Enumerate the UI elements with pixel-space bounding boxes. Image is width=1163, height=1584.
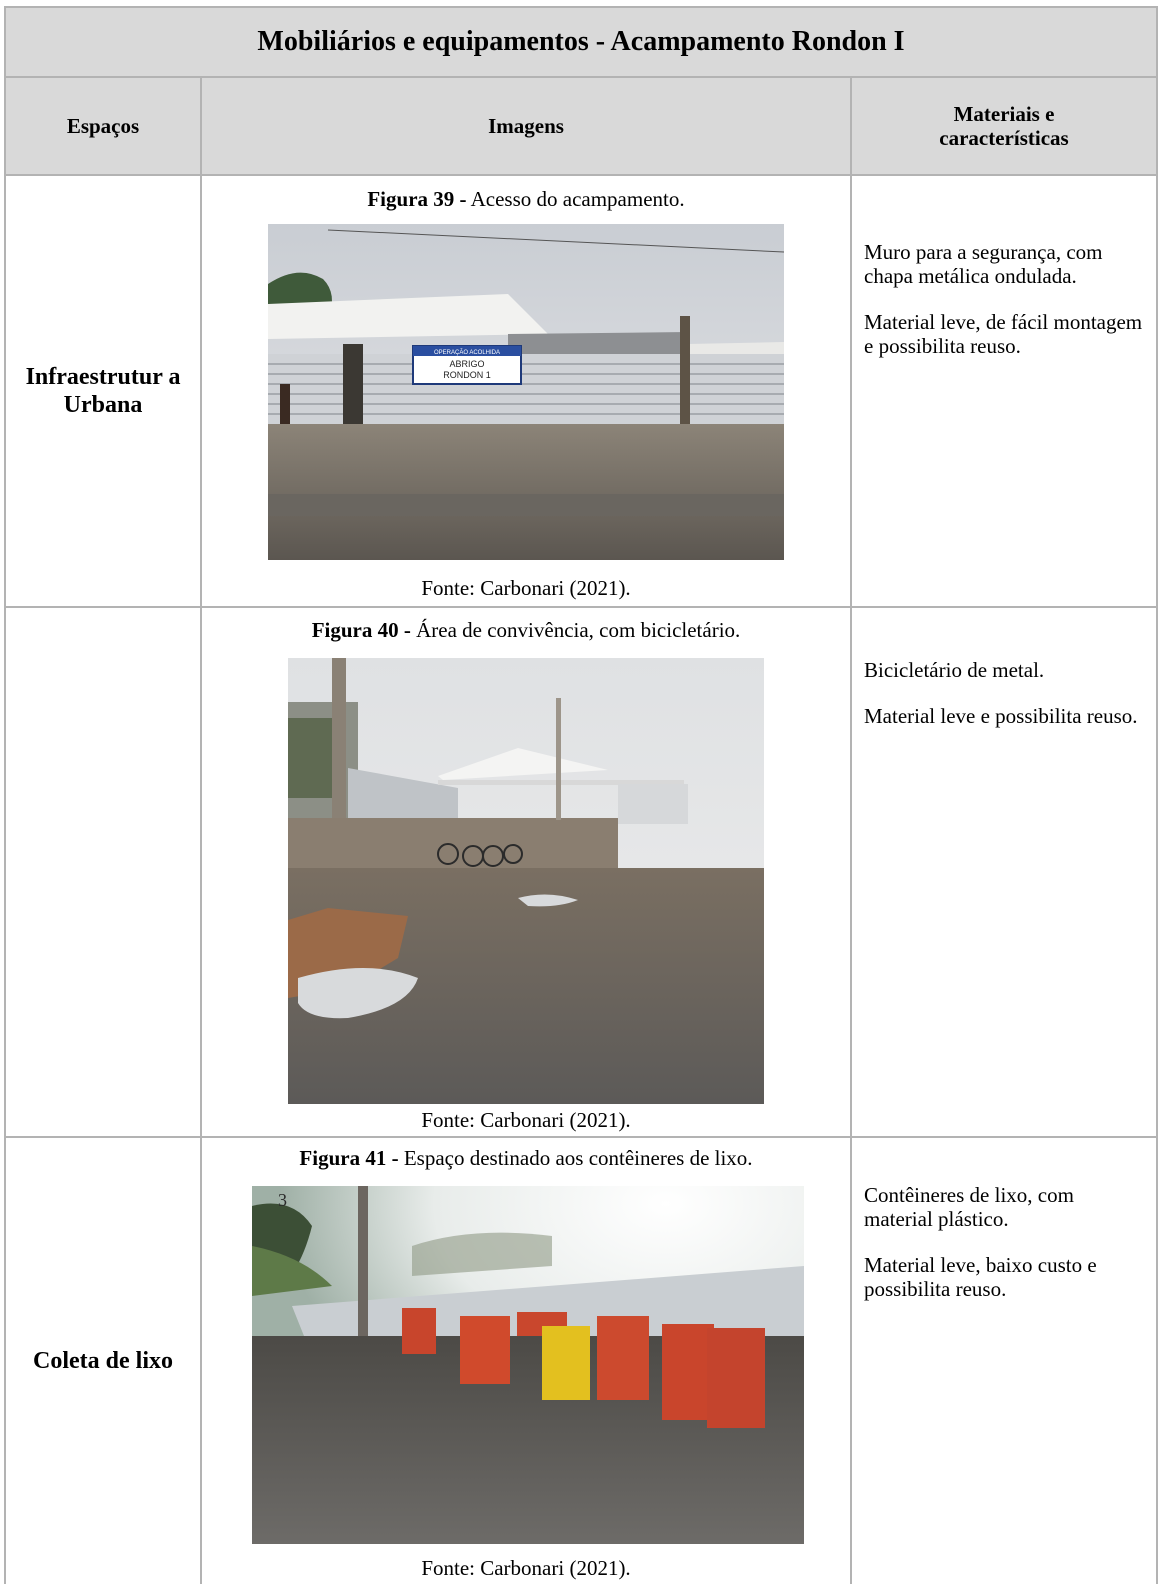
header-images: Imagens — [202, 78, 850, 174]
materials-text: Contêineres de lixo, com material plástico. — [864, 1183, 1074, 1231]
figure-label: Figura 39 - — [367, 187, 467, 211]
photo-trash-containers — [252, 1186, 804, 1544]
figure-label: Figura 40 - — [311, 618, 411, 642]
photo-camp-entrance — [268, 224, 784, 560]
figure-label: Figura 41 - — [299, 1146, 399, 1170]
materials-cell — [852, 240, 1156, 380]
materials-cell — [852, 658, 1156, 750]
figure-caption-text: Área de convivência, com bicicletário. — [410, 618, 741, 642]
materials-text: Material leve, baixo custo e possibilita reuso. — [864, 1253, 1097, 1301]
sign-main-text: ABRIGO — [449, 359, 485, 369]
photo-number: 3 — [278, 1190, 287, 1210]
header-spaces: Espaços — [6, 78, 200, 174]
figure-caption-text: Espaço destinado aos contêineres de lixo. — [398, 1146, 753, 1170]
figure-caption — [202, 618, 850, 643]
image-cell — [202, 1138, 850, 1584]
figure-source: Fonte: Carbonari (2021). — [421, 1108, 631, 1132]
sign-top-text: OPERAÇÃO ACOLHIDA — [433, 350, 501, 356]
table-title: Mobiliários e equipamentos - Acampamento Rondon I — [6, 8, 1156, 76]
sign-sub-text: RONDON 1 — [443, 370, 491, 380]
materials-text: Muro para a segurança, com chapa metálica ondulada. — [864, 240, 1103, 288]
image-cell — [202, 176, 850, 606]
materials-text: Material leve, de fácil montagem e possibilita reuso. — [864, 310, 1143, 358]
figure-caption-text: Acesso do acampamento. — [466, 187, 685, 211]
table-border — [4, 6, 6, 1584]
table-border — [850, 76, 852, 1584]
row-space-label: Coleta de lixo — [33, 1348, 173, 1374]
figure-caption — [202, 187, 850, 212]
table-border — [6, 6, 1156, 8]
figure-source: Fonte: Carbonari (2021). — [421, 1556, 631, 1580]
row-space-label — [6, 608, 200, 1136]
header-materials: Materiais e características — [852, 78, 1156, 174]
image-cell — [202, 608, 850, 1136]
furniture-table — [6, 8, 1156, 1584]
materials-text: Material leve e possibilita reuso. — [864, 704, 1138, 728]
table-border — [6, 1136, 1156, 1138]
materials-cell — [852, 1183, 1156, 1323]
figure-caption — [202, 1146, 850, 1171]
figure-source: Fonte: Carbonari (2021). — [421, 576, 631, 600]
row-space-label: Infraestrutur a Urbana — [25, 364, 181, 418]
table-border — [6, 174, 1156, 176]
table-border — [6, 76, 1156, 78]
table-border — [200, 76, 202, 1584]
materials-text: Bicicletário de metal. — [864, 658, 1045, 682]
table-border — [6, 606, 1156, 608]
photo-bicycle-area — [288, 658, 764, 1104]
table-border — [1156, 6, 1158, 1584]
